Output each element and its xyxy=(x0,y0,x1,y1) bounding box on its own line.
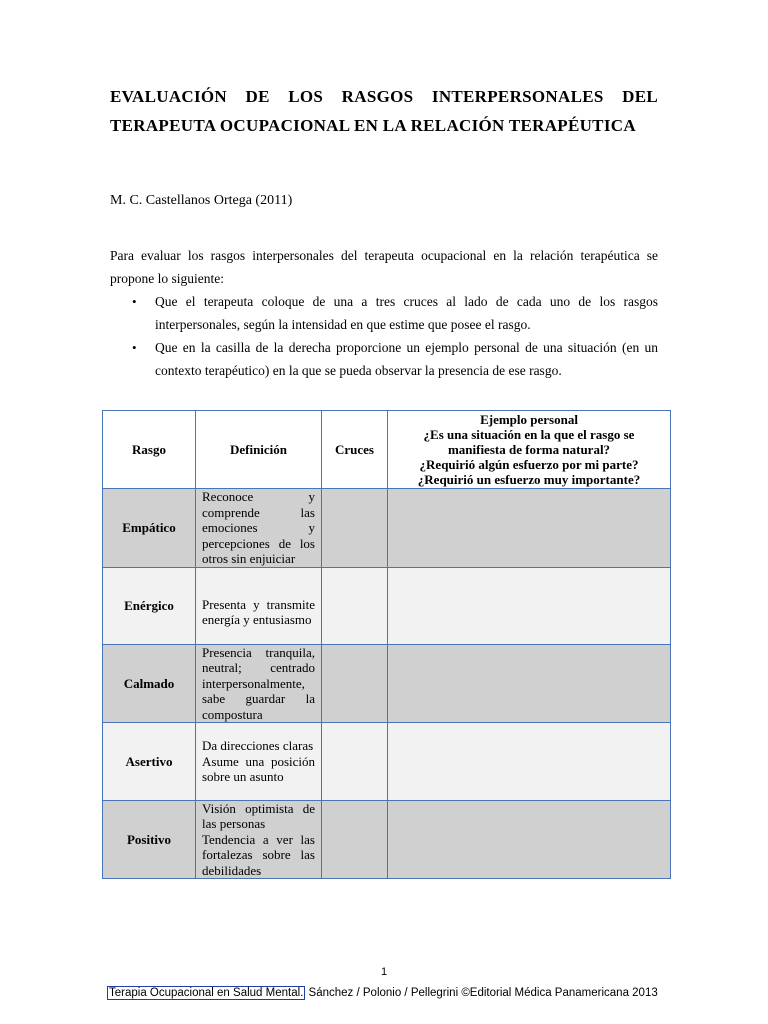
trait-name: Enérgico xyxy=(103,568,196,645)
table-row xyxy=(103,489,671,568)
header-rasgo: Rasgo xyxy=(103,411,196,489)
instructions-list xyxy=(110,290,658,382)
author-line: M. C. Castellanos Ortega (2011) xyxy=(110,193,293,208)
trait-definition: Reconoce y comprende las emociones y percepciones de los otros sin enjuiciar xyxy=(196,489,322,568)
table-row xyxy=(103,801,671,879)
table-row xyxy=(103,723,671,801)
trait-name: Asertivo xyxy=(103,723,196,801)
bullet-icon: • xyxy=(132,340,137,355)
ejemplo-cell[interactable] xyxy=(388,801,671,879)
cruces-cell[interactable] xyxy=(322,801,388,879)
table-row xyxy=(103,568,671,645)
header-ejemplo-question: ¿Requirió algún esfuerzo por mi parte? xyxy=(419,457,639,472)
ejemplo-cell[interactable] xyxy=(388,568,671,645)
page-footer xyxy=(107,987,658,999)
page-number: 1 xyxy=(380,966,388,978)
header-ejemplo-question: ¿Es una situación en la que el rasgo se manifiesta de forma natural? xyxy=(423,427,635,457)
cruces-cell[interactable] xyxy=(322,645,388,723)
intro-paragraph: Para evaluar los rasgos interpersonales del terapeuta ocupacional en la relación terapéutica se propone lo siguiente: xyxy=(110,248,658,286)
instruction-item xyxy=(110,290,658,336)
cruces-cell[interactable] xyxy=(322,723,388,801)
header-definicion: Definición xyxy=(196,411,322,489)
trait-definition: Da direcciones claras Asume una posición sobre un asunto xyxy=(196,723,322,801)
cruces-cell[interactable] xyxy=(322,489,388,568)
trait-definition: Presenta y transmite energía y entusiasmo xyxy=(196,568,322,645)
instruction-text: Que en la casilla de la derecha proporcione un ejemplo personal de una situación (en un contexto terapéutico) en la que se pueda observar la presencia de ese rasgo. xyxy=(155,340,658,378)
ejemplo-cell[interactable] xyxy=(388,489,671,568)
instruction-item xyxy=(110,336,658,382)
table-row xyxy=(103,645,671,723)
cruces-cell[interactable] xyxy=(322,568,388,645)
trait-name: Empático xyxy=(103,489,196,568)
ejemplo-cell[interactable] xyxy=(388,645,671,723)
book-link[interactable]: Terapia Ocupacional en Salud Mental. xyxy=(109,987,304,999)
ejemplo-cell[interactable] xyxy=(388,723,671,801)
trait-name: Calmado xyxy=(103,645,196,723)
header-ejemplo-title: Ejemplo personal xyxy=(480,412,578,427)
trait-definition: Visión optimista de las personas Tendencia a ver las fortalezas sobre las debilidades xyxy=(196,801,322,879)
header-ejemplo xyxy=(388,411,671,489)
document-title: EVALUACIÓN DE LOS RASGOS INTERPERSONALES DEL TERAPEUTA OCUPACIONAL EN LA RELACIÓN TERAPÉUTICA xyxy=(110,87,658,135)
header-ejemplo-question: ¿Requirió un esfuerzo muy importante? xyxy=(417,472,641,487)
trait-definition: Presencia tranquila, neutral; centrado interpersonalmente, sabe guardar la compostura xyxy=(196,645,322,723)
trait-name: Positivo xyxy=(103,801,196,879)
instruction-text: Que el terapeuta coloque de una a tres cruces al lado de cada uno de los rasgos interpersonales, según la intensidad en que estime que posee el rasgo. xyxy=(155,294,658,332)
footer-credits: Sánchez / Polonio / Pellegrini ©Editorial Médica Panamericana 2013 xyxy=(305,987,658,999)
bullet-icon: • xyxy=(132,294,137,309)
table-header-row xyxy=(103,411,671,489)
traits-table xyxy=(102,410,671,879)
header-cruces: Cruces xyxy=(322,411,388,489)
